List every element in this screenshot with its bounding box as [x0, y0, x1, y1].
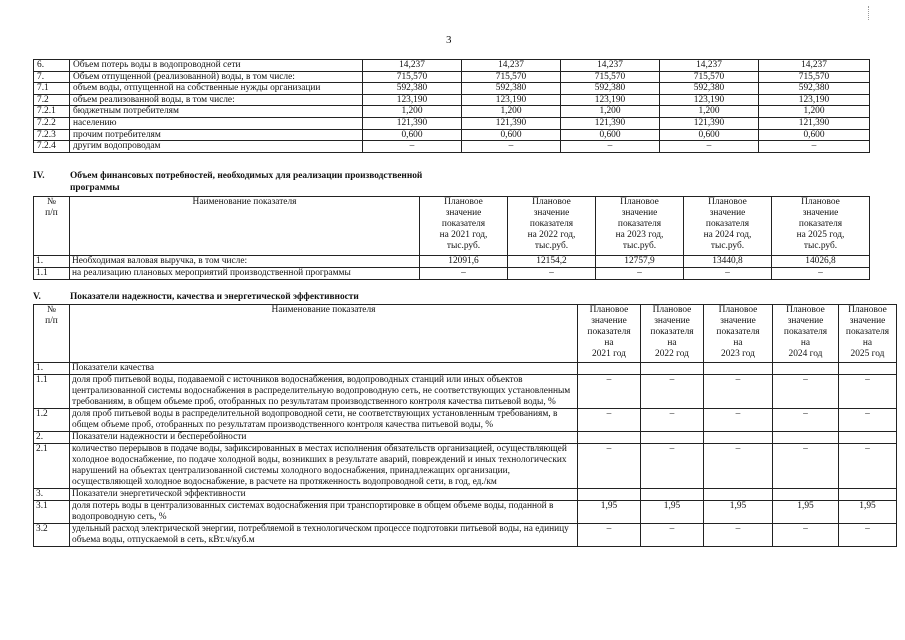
table-row — [34, 83, 870, 95]
section-number: IV. — [33, 171, 45, 181]
value-cell: 1,95 — [578, 501, 641, 524]
empty-cell — [578, 489, 641, 501]
value-cell: – — [462, 141, 561, 153]
value-cell: 12757,9 — [596, 256, 684, 268]
table-row — [34, 256, 870, 268]
table-row — [34, 444, 897, 489]
value-cell: – — [773, 409, 839, 432]
table-row — [34, 94, 870, 106]
indicator-name: прочим потребителям — [70, 129, 363, 141]
row-number: 1. — [34, 256, 70, 268]
value-cell: 121,390 — [363, 117, 462, 129]
section-title: Показатели надежности, качества и энергетической эффективности — [70, 292, 359, 302]
table-row — [34, 524, 897, 547]
indicator-name: доля проб питьевой воды в распределительной водопроводной сети, не соответствующих установленным требованиям, в общем объеме проб, отобранных по результатам производственного контроля качества питьевой воды, % — [70, 409, 578, 432]
value-cell: 121,390 — [561, 117, 660, 129]
value-cell: – — [839, 524, 897, 547]
empty-cell — [704, 489, 773, 501]
indicator-name: на реализацию плановых мероприятий производственной программы — [70, 268, 420, 280]
empty-cell — [641, 363, 704, 375]
value-cell: – — [641, 444, 704, 489]
indicator-name: Показатели качества — [70, 363, 578, 375]
header-year: Плановое значение показателя на 2024 год, тыс.руб. — [684, 197, 772, 256]
row-number: 7.2.1 — [34, 106, 70, 118]
value-cell: 0,600 — [660, 129, 759, 141]
row-number: 3. — [34, 489, 70, 501]
value-cell: 592,380 — [462, 83, 561, 95]
row-number: 1. — [34, 363, 70, 375]
indicator-name: количество перерывов в подаче воды, зафиксированных в местах исполнения обязательств организацией, осуществляющей холодное водоснабжение, по подаче холодной воды, возникших в результате аварий, повреждений и иных технологических нарушений на объектах централизованной системы холодного водоснабжения, принадлежащих организации, осуществляющей холодное водоснабжение, в расчете на протяженность водопроводной сети, в год, ед./км — [70, 444, 578, 489]
table-row — [34, 129, 870, 141]
value-cell: – — [773, 375, 839, 409]
empty-cell — [641, 432, 704, 444]
empty-cell — [773, 363, 839, 375]
value-cell: 14026,8 — [772, 256, 870, 268]
value-cell: – — [684, 268, 772, 280]
row-number: 7.2.4 — [34, 141, 70, 153]
empty-cell — [839, 432, 897, 444]
value-cell: – — [561, 141, 660, 153]
indicator-name: удельный расход электрической энергии, потребляемой в технологическом процессе подготовки питьевой воды, на единицу объема воды, отпускаемой в сеть, кВт.ч/куб.м — [70, 524, 578, 547]
value-cell: 1,95 — [839, 501, 897, 524]
value-cell: – — [641, 375, 704, 409]
row-number: 3.1 — [34, 501, 70, 524]
value-cell: – — [660, 141, 759, 153]
page-number: 3 — [446, 34, 452, 46]
row-number: 3.2 — [34, 524, 70, 547]
value-cell: 123,190 — [363, 94, 462, 106]
header-year: Плановое значение показателя на 2023 год, тыс.руб. — [596, 197, 684, 256]
row-number: 7.2 — [34, 94, 70, 106]
row-number: 7.2.3 — [34, 129, 70, 141]
row-number: 6. — [34, 60, 70, 72]
value-cell: – — [839, 409, 897, 432]
table-row — [34, 60, 870, 72]
section-title: Объем финансовых потребностей, необходимых для реализации производственной — [70, 171, 423, 181]
row-number: 1.1 — [34, 375, 70, 409]
value-cell: – — [578, 375, 641, 409]
value-cell: 123,190 — [660, 94, 759, 106]
header-name: Наименование показателя — [70, 305, 578, 363]
value-cell: – — [641, 409, 704, 432]
value-cell: – — [839, 375, 897, 409]
value-cell: 1,200 — [363, 106, 462, 118]
value-cell: – — [772, 268, 870, 280]
table-row — [34, 106, 870, 118]
table-row — [34, 268, 870, 280]
header-year: Плановое значение показателя на 2025 год, тыс.руб. — [772, 197, 870, 256]
header-year: Плановое значение показателя на 2023 год — [704, 305, 773, 363]
indicator-name: доля потерь воды в централизованных системах водоснабжения при транспортировке в общем объеме воды, поданной в водопроводную сеть, % — [70, 501, 578, 524]
value-cell: 592,380 — [759, 83, 870, 95]
header-year: Плановое значение показателя на 2022 год — [641, 305, 704, 363]
value-cell: 14,237 — [462, 60, 561, 72]
value-cell: 1,95 — [704, 501, 773, 524]
indicator-name: Объем отпущенной (реализованной) воды, в том числе: — [70, 71, 363, 83]
header-number: № п/п — [34, 305, 70, 363]
section-number: V. — [33, 292, 41, 302]
header-row — [34, 305, 897, 363]
value-cell: 13440,8 — [684, 256, 772, 268]
row-number: 7.2.2 — [34, 117, 70, 129]
empty-cell — [773, 489, 839, 501]
value-cell: – — [759, 141, 870, 153]
header-year: Плановое значение показателя на 2021 год — [578, 305, 641, 363]
table-row — [34, 117, 870, 129]
indicator-name: Показатели надежности и бесперебойности — [70, 432, 578, 444]
row-number: 2. — [34, 432, 70, 444]
table-row — [34, 409, 897, 432]
value-cell: – — [773, 524, 839, 547]
value-cell: 592,380 — [561, 83, 660, 95]
value-cell: – — [508, 268, 596, 280]
scan-edge-mark — [868, 6, 875, 20]
water-volume-table — [33, 59, 870, 153]
empty-cell — [578, 363, 641, 375]
row-number: 1.2 — [34, 409, 70, 432]
value-cell: 0,600 — [462, 129, 561, 141]
table-row — [34, 71, 870, 83]
empty-cell — [704, 363, 773, 375]
value-cell: – — [578, 409, 641, 432]
indicator-name: бюджетным потребителям — [70, 106, 363, 118]
header-year: Плановое значение показателя на 2022 год, тыс.руб. — [508, 197, 596, 256]
empty-cell — [641, 489, 704, 501]
row-number: 7. — [34, 71, 70, 83]
value-cell: 592,380 — [363, 83, 462, 95]
value-cell: 123,190 — [759, 94, 870, 106]
reliability-indicators-table — [33, 304, 897, 547]
value-cell: – — [704, 375, 773, 409]
empty-cell — [773, 432, 839, 444]
value-cell: – — [773, 444, 839, 489]
header-row — [34, 197, 870, 256]
value-cell: 1,200 — [462, 106, 561, 118]
section-iv-heading — [33, 171, 869, 195]
indicator-name: доля проб питьевой воды, подаваемой с источников водоснабжения, водопроводных станций или иных объектов централизованной системы водоснабжения в распределительную водопроводную сеть, не соответствующих установленным требованиям, в общем объеме проб, отобранных по результатам производственного контроля качества питьевой воды, % — [70, 375, 578, 409]
value-cell: 715,570 — [660, 71, 759, 83]
value-cell: 0,600 — [363, 129, 462, 141]
value-cell: 1,200 — [759, 106, 870, 118]
header-year: Плановое значение показателя на 2024 год — [773, 305, 839, 363]
indicator-name: Показатели энергетической эффективности — [70, 489, 578, 501]
row-number: 7.1 — [34, 83, 70, 95]
header-year: Плановое значение показателя на 2025 год — [839, 305, 897, 363]
value-cell: – — [704, 444, 773, 489]
row-number: 2.1 — [34, 444, 70, 489]
header-number: № п/п — [34, 197, 70, 256]
value-cell: 14,237 — [660, 60, 759, 72]
table-row — [34, 501, 897, 524]
value-cell: 14,237 — [759, 60, 870, 72]
section-v-heading — [33, 292, 869, 304]
value-cell: 121,390 — [660, 117, 759, 129]
value-cell: 121,390 — [759, 117, 870, 129]
value-cell: – — [578, 444, 641, 489]
value-cell: 121,390 — [462, 117, 561, 129]
value-cell: – — [704, 409, 773, 432]
indicator-name: объем реализованной воды, в том числе: — [70, 94, 363, 106]
value-cell: 715,570 — [462, 71, 561, 83]
value-cell: 0,600 — [759, 129, 870, 141]
indicator-name: населению — [70, 117, 363, 129]
value-cell: 1,200 — [561, 106, 660, 118]
value-cell: – — [578, 524, 641, 547]
header-year: Плановое значение показателя на 2021 год, тыс.руб. — [420, 197, 508, 256]
value-cell: 0,600 — [561, 129, 660, 141]
value-cell: 123,190 — [462, 94, 561, 106]
empty-cell — [704, 432, 773, 444]
value-cell: 14,237 — [561, 60, 660, 72]
financial-needs-table — [33, 196, 870, 280]
table-row — [34, 375, 897, 409]
value-cell: 123,190 — [561, 94, 660, 106]
value-cell: 1,200 — [660, 106, 759, 118]
empty-cell — [839, 363, 897, 375]
indicator-name: другим водопроводам — [70, 141, 363, 153]
value-cell: – — [420, 268, 508, 280]
value-cell: 12154,2 — [508, 256, 596, 268]
row-number: 1.1 — [34, 268, 70, 280]
value-cell: – — [704, 524, 773, 547]
group-row — [34, 432, 897, 444]
empty-cell — [578, 432, 641, 444]
section-title-cont: программы — [70, 183, 120, 193]
table-row — [34, 141, 870, 153]
value-cell: – — [641, 524, 704, 547]
indicator-name: Необходимая валовая выручка, в том числе: — [70, 256, 420, 268]
empty-cell — [839, 489, 897, 501]
group-row — [34, 489, 897, 501]
value-cell: 715,570 — [759, 71, 870, 83]
value-cell: – — [839, 444, 897, 489]
value-cell: 715,570 — [363, 71, 462, 83]
indicator-name: Объем потерь воды в водопроводной сети — [70, 60, 363, 72]
value-cell: – — [363, 141, 462, 153]
indicator-name: объем воды, отпущенной на собственные нужды организации — [70, 83, 363, 95]
value-cell: 592,380 — [660, 83, 759, 95]
value-cell: 12091,6 — [420, 256, 508, 268]
group-row — [34, 363, 897, 375]
value-cell: – — [596, 268, 684, 280]
value-cell: 14,237 — [363, 60, 462, 72]
value-cell: 1,95 — [641, 501, 704, 524]
value-cell: 1,95 — [773, 501, 839, 524]
header-name: Наименование показателя — [70, 197, 420, 256]
value-cell: 715,570 — [561, 71, 660, 83]
